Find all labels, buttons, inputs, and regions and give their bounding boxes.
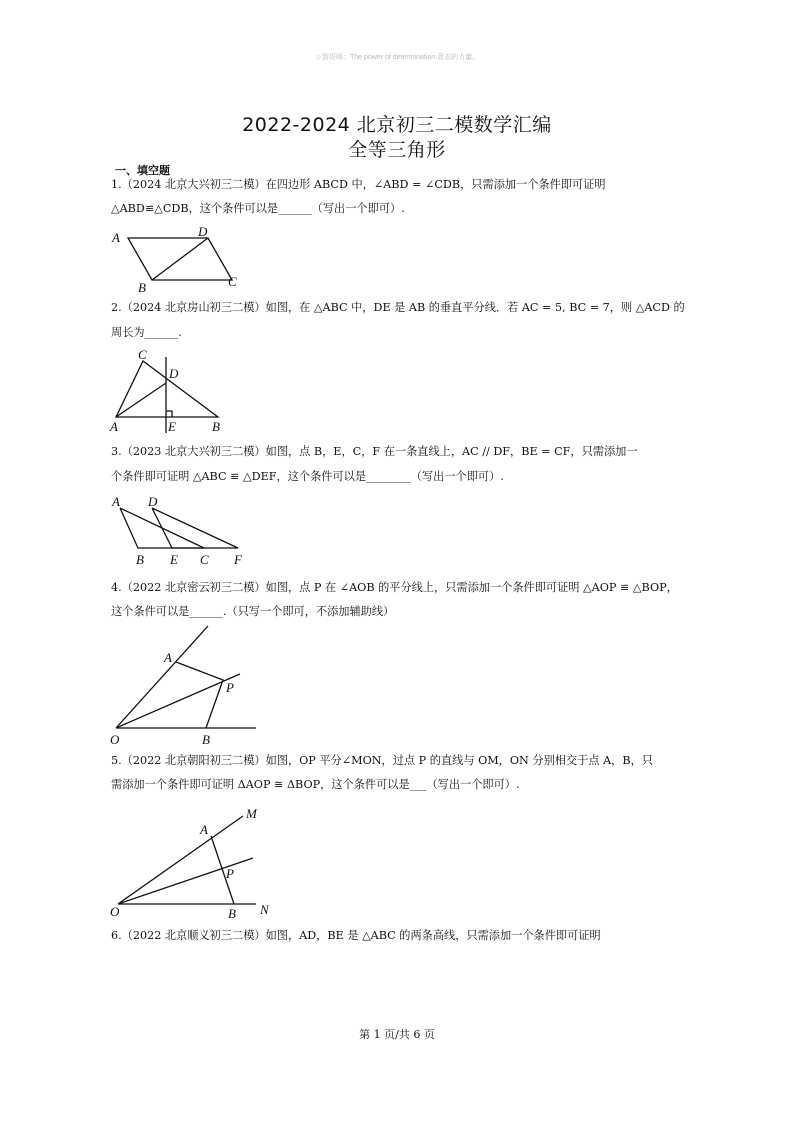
page-subtitle: 全等三角形 [348, 139, 446, 161]
q2-label-d: D [169, 366, 179, 381]
q3-line-2: 个条件即可证明 △ABC ≌ △DEF，这个条件可以是________（写出一个即可）. [111, 470, 504, 483]
q2-label-e: E [168, 419, 176, 434]
q5-label-p: P [226, 866, 234, 881]
q4-label-a: A [164, 650, 172, 665]
page-title: 2022-2024 北京初三二模数学汇编 [242, 114, 552, 136]
q1-figure-parallelogram [108, 224, 248, 294]
q1-label-c: C [228, 274, 237, 289]
q1-line-2: △ABD≌△CDB，这个条件可以是______（写出一个即可）. [111, 202, 405, 215]
q5-label-n: N [260, 902, 269, 917]
q3-label-e: E [170, 552, 178, 567]
q4-label-b: B [202, 732, 210, 747]
q3-label-d: D [148, 494, 158, 509]
q1-label-b: B [138, 280, 146, 294]
q3-figure-triangles [108, 490, 258, 570]
q4-figure-angle [108, 622, 263, 747]
q2-label-c: C [138, 347, 147, 362]
watermark-text: ☺游哥师：The power of determination.意志的力量。 [314, 54, 480, 61]
q1-label-a: A [112, 230, 120, 245]
q2-figure-triangle [108, 345, 233, 435]
q5-line-1: 5.（2022 北京朝阳初三二模）如图，OP 平分∠MON，过点 P 的直线与 OM，ON 分别相交于点 A，B，只 [111, 754, 653, 767]
q4-line-1: 4.（2022 北京密云初三二模）如图，点 P 在 ∠AOB 的平分线上，只需添加一个条件即可证明 △AOP ≌ △BOP， [111, 581, 678, 594]
section-heading: 一、填空题 [115, 164, 170, 177]
q2-label-b: B [212, 419, 220, 434]
page-footer: 第 1 页/共 6 页 [359, 1028, 435, 1041]
q5-label-o: O [110, 904, 120, 919]
q5-line-2: 需添加一个条件即可证明 ΔAOP ≅ ΔBOP，这个条件可以是___（写出一个即可）. [111, 778, 520, 791]
q4-label-o: O [110, 732, 120, 747]
q3-line-1: 3.（2023 北京大兴初三二模）如图，点 B，E，C，F 在一条直线上，AC // DF，BE = CF，只需添加一 [111, 445, 638, 458]
q3-label-c: C [200, 552, 209, 567]
q2-line-1: 2.（2024 北京房山初三二模）如图，在 △ABC 中，DE 是 AB 的垂直平分线．若 AC = 5, BC = 7，则 △ACD 的 [111, 301, 685, 314]
q3-label-a: A [112, 494, 120, 509]
q5-figure-bisector [108, 800, 283, 925]
q4-line-2: 这个条件可以是______.（只写一个即可，不添加辅助线） [111, 605, 395, 618]
q6-line-1: 6.（2022 北京顺义初三二模）如图，AD，BE 是 △ABC 的两条高线，只需添加一个条件即可证明 [111, 929, 601, 942]
q1-label-d: D [198, 224, 208, 239]
q3-label-f: F [234, 552, 242, 567]
q5-label-m: M [246, 806, 257, 821]
q4-label-p: P [226, 680, 234, 695]
q5-label-a: A [200, 822, 208, 837]
q2-label-a: A [110, 419, 118, 434]
q2-line-2: 周长为______. [111, 326, 182, 339]
q3-label-b: B [136, 552, 144, 567]
q5-label-b: B [228, 906, 236, 921]
q1-line-1: 1.（2024 北京大兴初三二模）在四边形 ABCD 中，∠ABD = ∠CDB，只需添加一个条件即可证明 [111, 178, 606, 191]
